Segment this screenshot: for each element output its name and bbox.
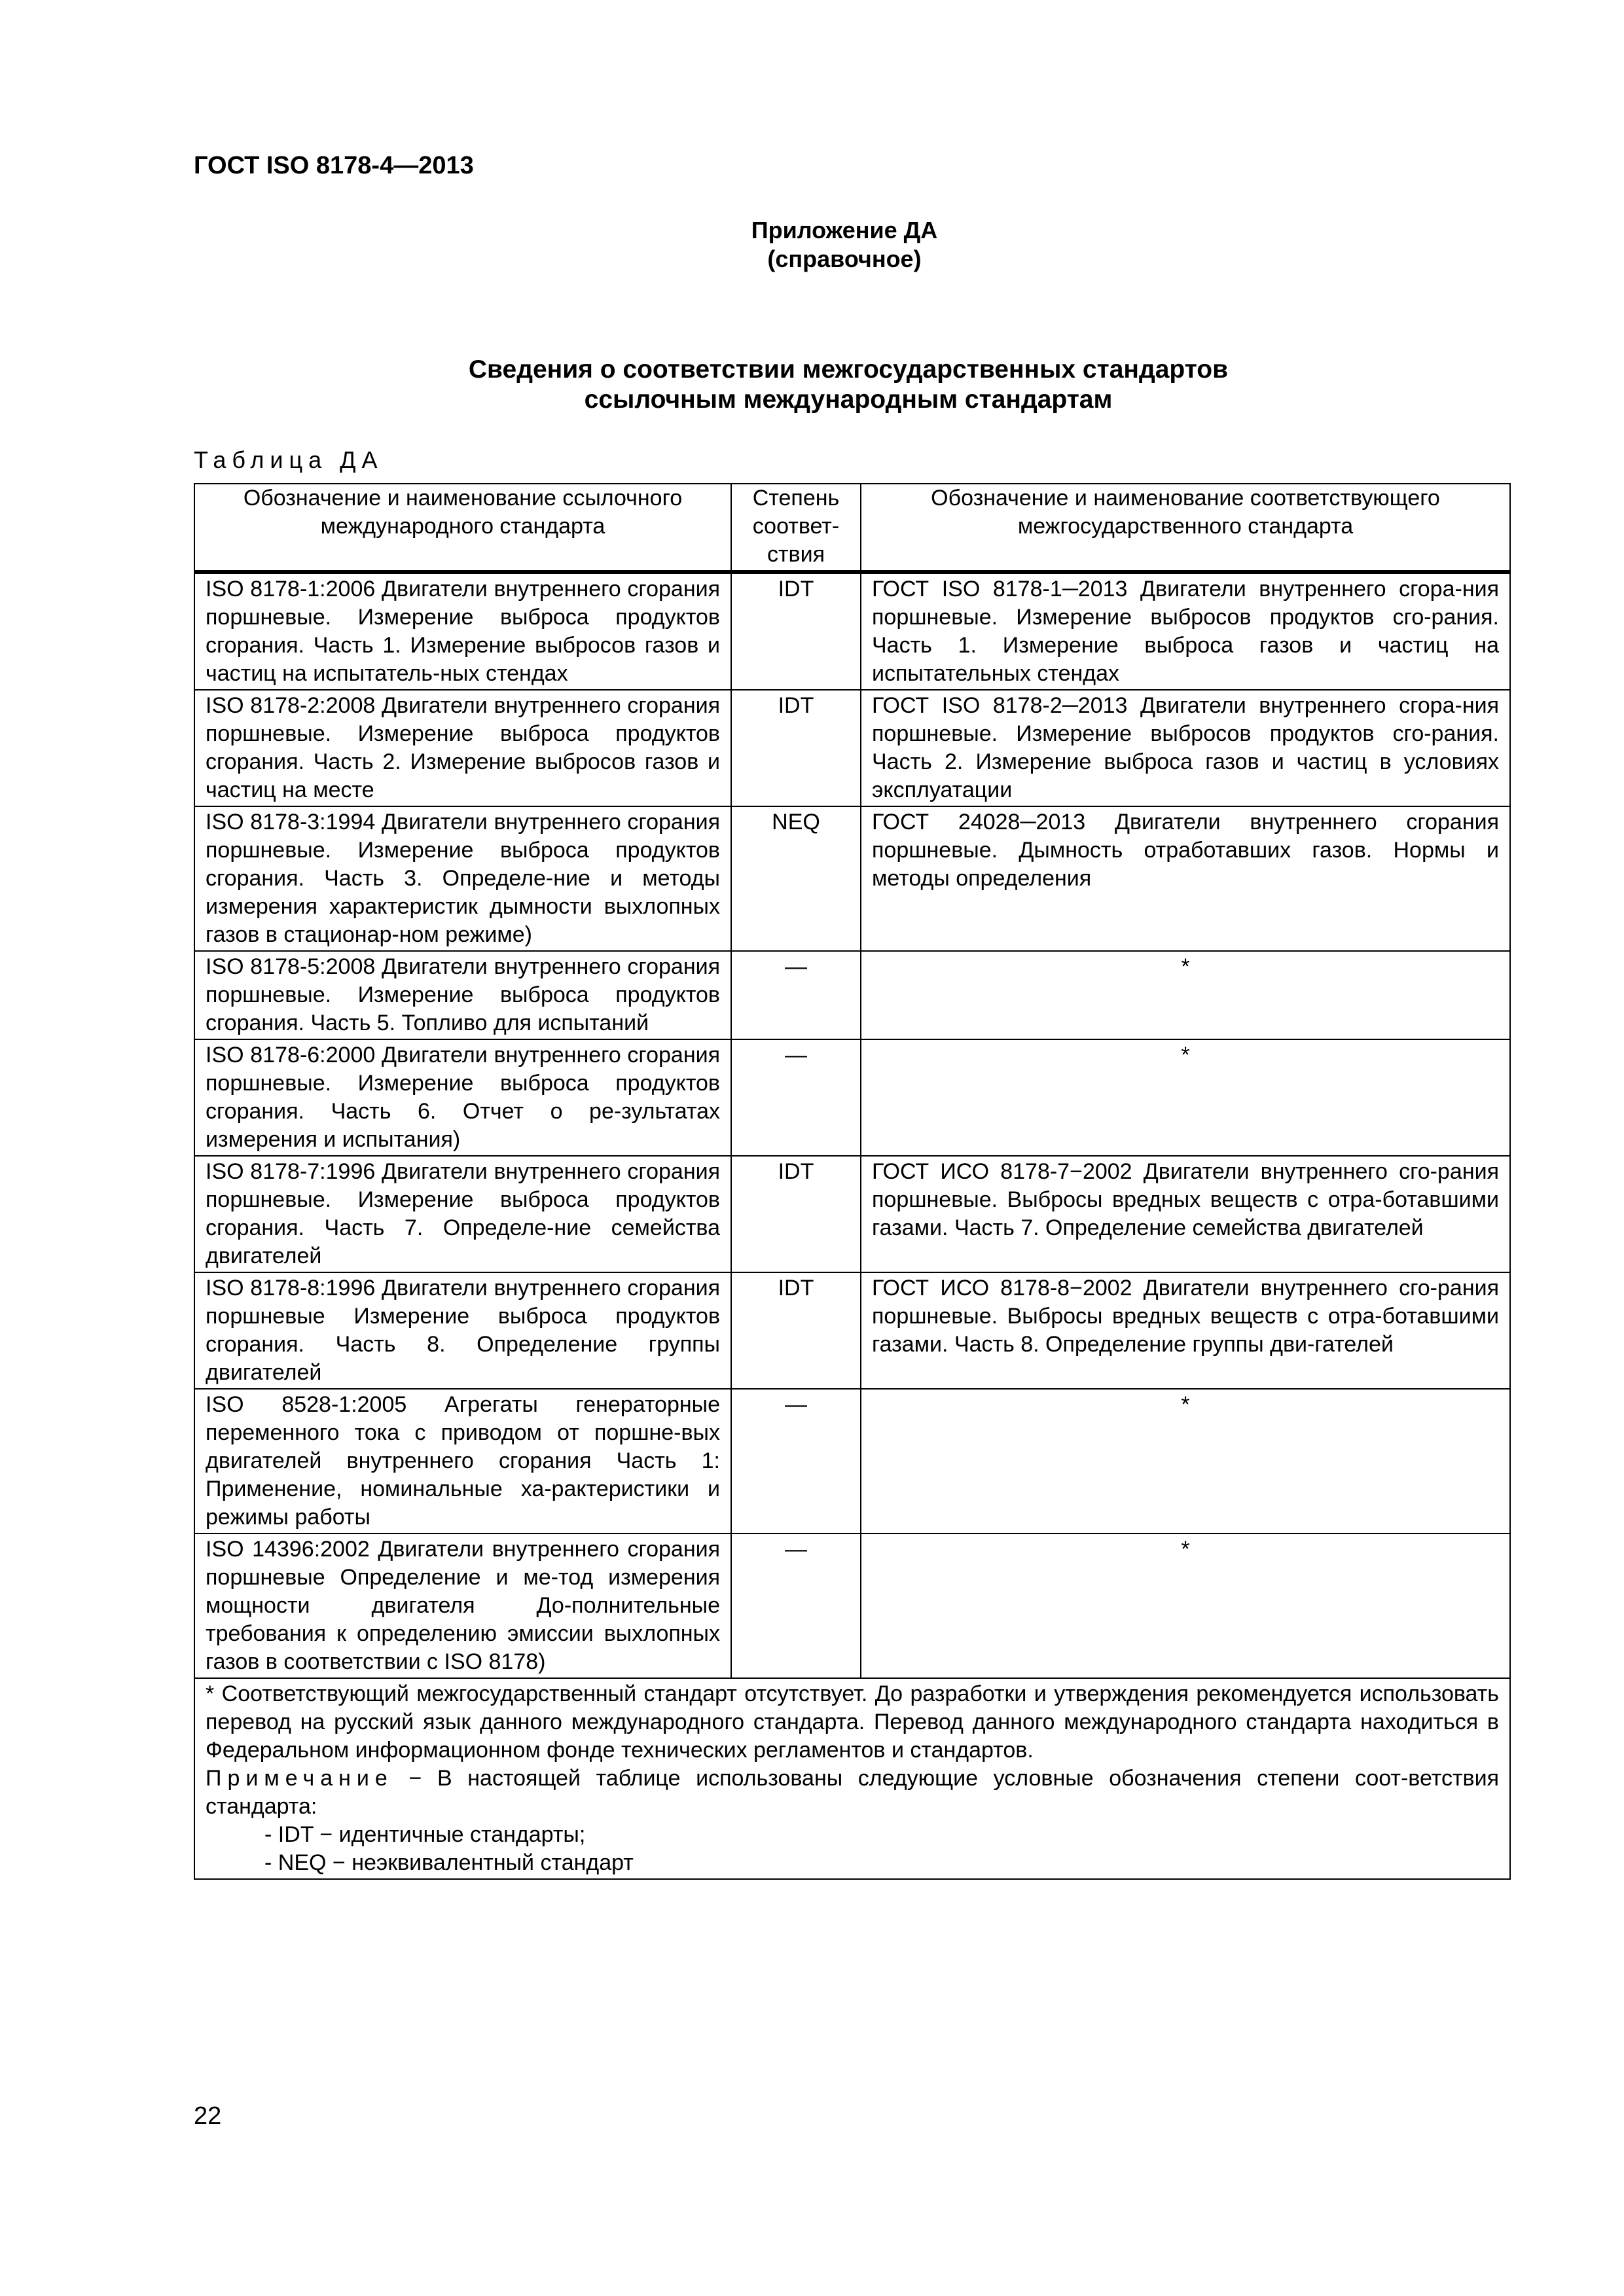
reference-standard-cell: ISO 8528-1:2005 Агрегаты генераторные переменного тока с приводом от поршне-вых двигателей внутреннего сгорания Часть 1: Применение, номинальные ха-рактеристики и режимы работы — [194, 1389, 731, 1534]
degree-cell: — — [731, 951, 861, 1039]
note-item-neq: - NEQ − неэквивалентный стандарт — [264, 1850, 634, 1875]
interstate-standard-cell: ГОСТ ISO 8178-1─2013 Двигатели внутреннего сгора-ния поршневые. Измерение выбросов продуктов сго-рания. Часть 1. Измерение выброса газов и частиц на испытательных стендах — [861, 572, 1510, 690]
note-text: − В настоящей таблице использованы следующие условные обозначения степени соот-ветствия стандарта: — [206, 1766, 1499, 1819]
reference-standard-cell: ISO 8178-3:1994 Двигатели внутреннего сгорания поршневые. Измерение выброса продуктов сгорания. Часть 3. Определе-ние и методы измерения характеристик дымности выхлопных газов в стационар-ном режиме) — [194, 806, 731, 951]
interstate-standard-cell: ГОСТ ИСО 8178-8−2002 Двигатели внутреннего сго-рания поршневые. Выбросы вредных веществ с отра-ботавшими газами. Часть 8. Определение группы дви-гателей — [861, 1272, 1510, 1389]
table-row — [194, 1389, 1510, 1534]
degree-cell: IDT — [731, 572, 861, 690]
interstate-standard-cell: ГОСТ 24028─2013 Двигатели внутреннего сгорания поршневые. Дымность отработавших газов. Нормы и методы определения — [861, 806, 1510, 951]
reference-standard-cell: ISO 14396:2002 Двигатели внутреннего сгорания поршневые Определение и ме-тод измерения мощности двигателя До-полнительные требования к определению эмиссии выхлопных газов в соответствии с ISO 8178) — [194, 1534, 731, 1678]
degree-cell: IDT — [731, 690, 861, 806]
appendix-heading — [713, 216, 975, 274]
header-reference-standard: Обозначение и наименование ссылочного международного стандарта — [194, 484, 731, 572]
table-footnote-row — [194, 1678, 1510, 1879]
section-title-line-2: ссылочным международным стандартам — [584, 386, 1113, 414]
document-code-header: ГОСТ ISO 8178-4—2013 — [194, 152, 474, 179]
standards-table-container — [194, 483, 1509, 1880]
interstate-standard-cell: * — [861, 1039, 1510, 1156]
table-row — [194, 690, 1510, 806]
degree-cell: — — [731, 1534, 861, 1678]
table-row — [194, 951, 1510, 1039]
interstate-standard-cell: * — [861, 1534, 1510, 1678]
table-row — [194, 1272, 1510, 1389]
degree-cell: — — [731, 1389, 861, 1534]
footnote-star-text: * Соответствующий межгосударственный стандарт отсутствует. До разработки и утверждения рекомендуется использовать перевод на русский язык данного международного стандарта. Перевод данного международного стандарта находиться в Федеральном информационном фонде технических регламентов и стандартов. — [206, 1681, 1499, 1763]
reference-standard-cell: ISO 8178-1:2006 Двигатели внутреннего сгорания поршневые. Измерение выброса продуктов сгорания. Часть 1. Измерение выбросов газов и частиц на испытатель-ных стендах — [194, 572, 731, 690]
note-paragraph — [206, 1765, 1499, 1821]
reference-standard-cell: ISO 8178-5:2008 Двигатели внутреннего сгорания поршневые. Измерение выброса продуктов сгорания. Часть 5. Топливо для испытаний — [194, 951, 731, 1039]
table-header-row — [194, 484, 1510, 572]
table-row — [194, 1156, 1510, 1272]
page-number: 22 — [194, 2102, 222, 2130]
table-row — [194, 572, 1510, 690]
note-item-idt: - IDT − идентичные стандарты; — [264, 1822, 586, 1847]
section-title-line-1: Сведения о соответствии межгосударственных стандартов — [468, 355, 1229, 384]
table-row — [194, 1039, 1510, 1156]
reference-standard-cell: ISO 8178-7:1996 Двигатели внутреннего сгорания поршневые. Измерение выброса продуктов сгорания. Часть 7. Определе-ние семейства двигателей — [194, 1156, 731, 1272]
standards-correspondence-table — [194, 483, 1511, 1880]
header-interstate-standard: Обозначение и наименование соответствующего межгосударственного стандарта — [861, 484, 1510, 572]
interstate-standard-cell: ГОСТ ИСО 8178-7−2002 Двигатели внутреннего сго-рания поршневые. Выбросы вредных веществ с отра-ботавшими газами. Часть 7. Определение семейства двигателей — [861, 1156, 1510, 1272]
appendix-label: Приложение ДА — [751, 217, 938, 243]
table-caption: Таблица ДА — [194, 446, 384, 473]
degree-cell: IDT — [731, 1156, 861, 1272]
header-degree: Степень соответ-ствия — [731, 484, 861, 572]
interstate-standard-cell: * — [861, 951, 1510, 1039]
table-row — [194, 1534, 1510, 1678]
reference-standard-cell: ISO 8178-8:1996 Двигатели внутреннего сгорания поршневые Измерение выброса продуктов сгорания. Часть 8. Определение группы двигателей — [194, 1272, 731, 1389]
degree-cell: — — [731, 1039, 861, 1156]
interstate-standard-cell: * — [861, 1389, 1510, 1534]
section-title — [0, 355, 1624, 415]
table-row — [194, 806, 1510, 951]
degree-cell: NEQ — [731, 806, 861, 951]
interstate-standard-cell: ГОСТ ISO 8178-2─2013 Двигатели внутреннего сгора-ния поршневые. Измерение выбросов продуктов сго-рания. Часть 2. Измерение выброса газов и частиц в условиях эксплуатации — [861, 690, 1510, 806]
note-label: Примечание — [206, 1766, 393, 1791]
degree-cell: IDT — [731, 1272, 861, 1389]
reference-standard-cell: ISO 8178-6:2000 Двигатели внутреннего сгорания поршневые. Измерение выброса продуктов сгорания. Часть 6. Отчет о ре-зультатах измерения и испытания) — [194, 1039, 731, 1156]
appendix-type: (справочное) — [767, 245, 922, 272]
reference-standard-cell: ISO 8178-2:2008 Двигатели внутреннего сгорания поршневые. Измерение выброса продуктов сгорания. Часть 2. Измерение выбросов газов и частиц на месте — [194, 690, 731, 806]
table-footnote — [194, 1678, 1510, 1879]
